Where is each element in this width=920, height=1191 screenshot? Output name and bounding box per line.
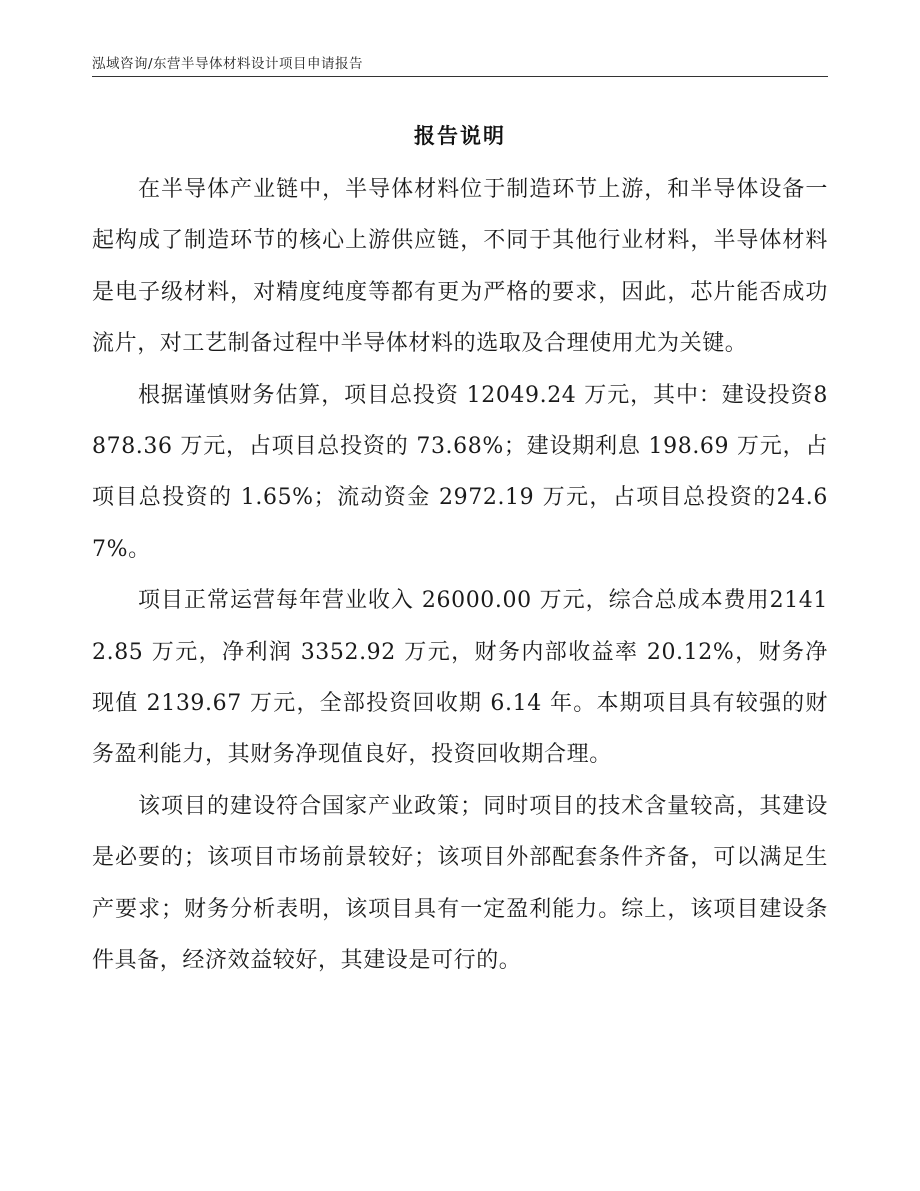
document-body: [92, 164, 828, 987]
document-title: 报告说明: [414, 124, 506, 148]
paragraph-industry-overview: 在半导体产业链中，半导体材料位于制造环节上游，和半导体设备一起构成了制造环节的核心上游供应链，不同于其他行业材料，半导体材料是电子级材料，对精度纯度等都有更为严格的要求，因此，芯片能否成功流片，对工艺制备过程中半导体材料的选取及合理使用尤为关键。: [92, 177, 828, 357]
running-header: 泓域咨询/东营半导体材料设计项目申请报告: [92, 56, 364, 72]
paragraph-feasibility-conclusion: 该项目的建设符合国家产业政策；同时项目的技术含量较高，其建设是必要的；该项目市场前景较好；该项目外部配套条件齐备，可以满足生产要求；财务分析表明，该项目具有一定盈利能力。综上，该项目建设条件具备，经济效益较好，其建设是可行的。: [92, 793, 828, 974]
header-divider: [92, 76, 828, 77]
paragraph-operating-revenue: 项目正常运营每年营业收入 26000.00 万元，综合总成本费用21412.85 万元，净利润 3352.92 万元，财务内部收益率 20.12%，财务净现值 2139.67 万元，全部投资回收期 6.14 年。本期项目具有较强的财务盈利能力，其财务净现值良好，投资回收期合理。: [92, 588, 828, 768]
paragraph-investment-estimate: 根据谨慎财务估算，项目总投资 12049.24 万元，其中：建设投资8878.36 万元，占项目总投资的 73.68%；建设期利息 198.69 万元，占项目总投资的 1.65%；流动资金 2972.19 万元，占项目总投资的24.67%。: [92, 382, 828, 562]
